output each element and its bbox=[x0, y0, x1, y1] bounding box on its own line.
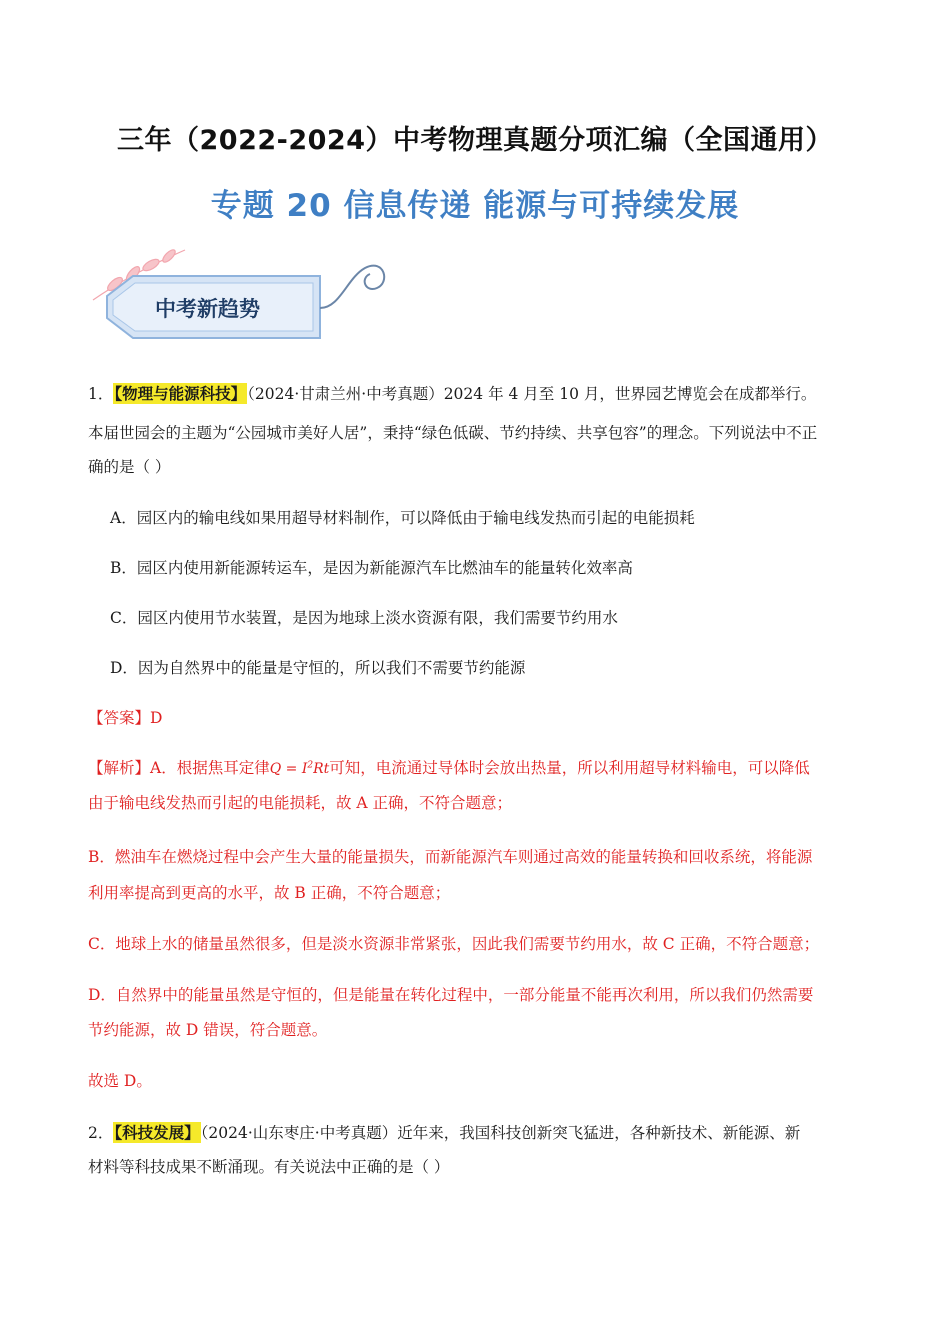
question-2-number: 2． bbox=[88, 1124, 114, 1142]
analysis-a-intro: A．根据焦耳定律 bbox=[150, 759, 270, 777]
analysis-label: 【解析】 bbox=[88, 759, 151, 777]
question-1-analysis-b-line-2: 利用率提高到更高的水平，故 B 正确，不符合题意； bbox=[88, 884, 451, 902]
question-1-tag: 【物理与能源科技】 bbox=[114, 384, 247, 403]
question-2-tag: 【科技发展】 bbox=[114, 1123, 200, 1142]
swirl-icon bbox=[320, 266, 384, 308]
question-1-option-c: C．园区内使用节水装置，是因为地球上淡水资源有限，我们需要节约用水 bbox=[110, 609, 618, 627]
question-1-answer: 【答案】D bbox=[88, 709, 163, 727]
question-1-analysis-d-line-1: D．自然界中的能量虽然是守恒的，但是能量在转化过程中，一部分能量不能再次利用，所以我们仍然需要 bbox=[88, 986, 814, 1004]
topic-subtitle: 专题 20 信息传递 能源与可持续发展 bbox=[210, 188, 740, 224]
question-1-analysis-d-line-2: 节约能源，故 D 错误，符合题意。 bbox=[88, 1021, 328, 1039]
question-1-number: 1． bbox=[88, 385, 114, 403]
question-1-option-b: B．园区内使用新能源转运车，是因为新能源汽车比燃油车的能量转化效率高 bbox=[110, 559, 633, 577]
question-1-analysis-line-2: 由于输电线发热而引起的电能损耗，故 A 正确，不符合题意； bbox=[88, 794, 513, 812]
question-1-conclusion: 故选 D。 bbox=[88, 1072, 152, 1090]
question-2-text-1: （2024·山东枣庄·中考真题）近年来，我国科技创新突飞猛进，各种新技术、新能源、新 bbox=[200, 1124, 801, 1142]
question-2-line-1 bbox=[88, 1125, 800, 1142]
question-1-analysis-b-line-1: B．燃油车在燃烧过程中会产生大量的能量损失，而新能源汽车则通过高效的能量转换和回收系统，将能源 bbox=[88, 848, 813, 866]
question-1-analysis-c: C．地球上水的储量虽然很多，但是淡水资源非常紧张，因此我们需要节约用水，故 C 正确，不符合题意； bbox=[88, 935, 820, 953]
question-1-option-a: A．园区内的输电线如果用超导材料制作，可以降低由于输电线发热而引起的电能损耗 bbox=[110, 509, 695, 527]
question-2-line-2: 材料等科技成果不断涌现。有关说法中正确的是（ ） bbox=[88, 1158, 450, 1176]
question-1-line-2: 本届世园会的主题为“公园城市美好人居”，秉持“绿色低碳、节约持续、共享包容”的理念。下列说法中不正 bbox=[88, 424, 818, 442]
section-banner-label: 中考新趋势 bbox=[155, 297, 260, 321]
analysis-a-continued: 可知，电流通过导体时会放出热量，所以利用超导材料输电，可以降低 bbox=[329, 759, 810, 777]
question-1-line-1 bbox=[88, 386, 816, 403]
question-1-text-1: （2024·甘肃兰州·中考真题）2024 年 4 月至 10 月，世界园艺博览会在成都举行。 bbox=[247, 385, 817, 403]
document-title: 三年（2022-2024）中考物理真题分项汇编（全国通用） bbox=[117, 125, 833, 156]
question-1-analysis-line-1 bbox=[88, 761, 810, 777]
question-1-option-d: D．因为自然界中的能量是守恒的，所以我们不需要节约能源 bbox=[110, 659, 526, 677]
question-1-line-3: 确的是（ ） bbox=[88, 458, 171, 476]
joule-law-formula: $Q = I^2Rt$ bbox=[269, 760, 330, 777]
